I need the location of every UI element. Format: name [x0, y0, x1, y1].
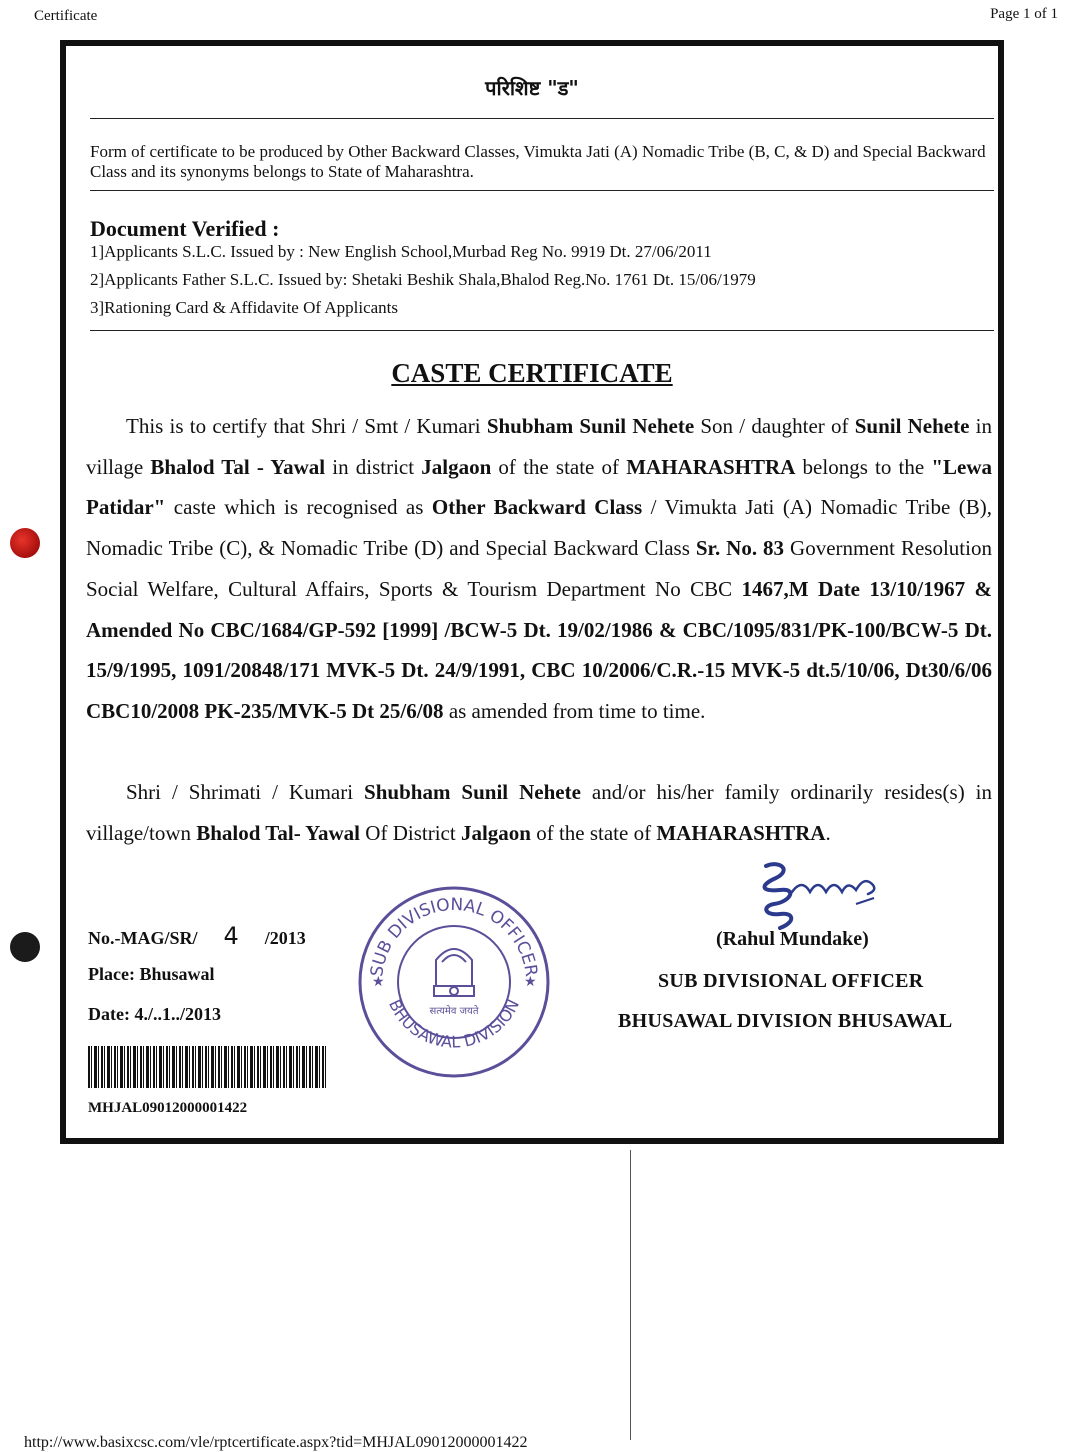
- punch-hole: [10, 932, 40, 962]
- divider: [90, 190, 994, 191]
- reference-value: 4: [223, 922, 239, 950]
- village: Bhalod Tal - Yawal: [150, 454, 326, 479]
- barcode: [88, 1046, 328, 1088]
- reference-number: [88, 922, 306, 950]
- seal-motto: सत्यमेव जयते: [429, 1006, 479, 1017]
- text: This is to certify that Shri / Smt / Kumari: [126, 414, 487, 438]
- barcode-id: MHJAL09012000001422: [88, 1100, 248, 1116]
- browser-title: Certificate: [34, 8, 98, 24]
- seal-top-text: SUB DIVISIONAL OFFICER: [367, 894, 541, 978]
- text: Of District: [360, 820, 461, 845]
- date-value: 4./..1../2013: [134, 1004, 221, 1024]
- certificate-paragraph-1: [86, 406, 992, 732]
- star-icon: ★: [524, 974, 537, 990]
- certificate-frame: [60, 40, 1004, 1144]
- text: in village: [86, 414, 993, 479]
- state: MAHARASHTRA: [626, 454, 796, 479]
- text: Son / daughter of: [694, 414, 855, 438]
- caste: "Lewa Patidar": [86, 454, 992, 520]
- signatory-name: (Rahul Mundake): [716, 928, 869, 950]
- serial-number: Sr. No. 83: [695, 536, 785, 561]
- place: Place: Bhusawal: [88, 964, 215, 984]
- footer-url: http://www.basixcsc.com/vle/rptcertificate.aspx?tid=MHJAL09012000001422: [24, 1434, 528, 1451]
- divider: [90, 330, 994, 331]
- document-item: 3]Rationing Card & Affidavite Of Applicants: [90, 298, 399, 317]
- applicant-name: Shubham Sunil Nehete: [486, 414, 695, 438]
- district: Jalgaon: [421, 454, 492, 479]
- text: caste which is recognised as: [165, 495, 432, 520]
- signatory-office: BHUSAWAL DIVISION BHUSAWAL: [618, 1010, 953, 1032]
- father-name: Sunil Nehete: [854, 414, 970, 438]
- text: / Vimukta Jati (A) Nomadic Tribe (B), Nomadic Tribe (C), & Nomadic Tribe (D) and Special Backward Class: [86, 495, 992, 561]
- government-resolution: 1467,M Date 13/10/1967 & Amended No CBC/1684/GP-592 [1999] /BCW-5 Dt. 19/02/1986 & CBC/1095/831/PK-100/BCW-5 Dt. 15/9/1995, 1091/20848/171 MVK-5 Dt. 24/9/1991, CBC 10/2006/C.R.-15 MVK-5 dt.5/10/06, Dt30/6/06 CBC10/2008 PK-235/MVK-5 Dt 25/6/08: [86, 576, 992, 723]
- text: of the state of: [491, 454, 627, 479]
- text: belongs to the: [795, 454, 932, 479]
- punch-hole-red: [10, 528, 40, 558]
- document-item: 2]Applicants Father S.L.C. Issued by: Shetaki Beshik Shala,Bhalod Reg.No. 1761 Dt. 15/06/1979: [90, 270, 756, 289]
- divider: [90, 118, 994, 119]
- page-number: Page 1 of 1: [990, 6, 1058, 22]
- text: of the state of: [530, 820, 657, 845]
- applicant-name: Shubham Sunil Nehete: [364, 780, 581, 804]
- certificate-paragraph-2: [86, 772, 992, 853]
- date-label: Date:: [88, 1004, 135, 1024]
- fold-line: [630, 1150, 631, 1440]
- text: as amended from time to time.: [443, 698, 706, 723]
- text: and/or his/her family ordinarily resides(s) in village/town: [86, 780, 993, 845]
- emblem-icon: [434, 949, 474, 996]
- reference-label: No.-MAG/SR/: [88, 928, 198, 948]
- appendix-heading: परिशिष्ट "ड": [485, 76, 579, 100]
- state: MAHARASHTRA: [656, 820, 826, 845]
- text: .: [825, 820, 831, 845]
- village: Bhalod Tal- Yawal: [196, 820, 361, 845]
- reference-year: /2013: [264, 928, 306, 948]
- text: in district: [325, 454, 422, 479]
- documents-title: Document Verified :: [90, 216, 280, 241]
- seal-bottom-text: BHUSAWAL DIVISION: [385, 996, 523, 1052]
- star-icon: ★: [372, 974, 385, 990]
- text: Government Resolution Social Welfare, Cultural Affairs, Sports & Tourism Department No CBC: [86, 536, 992, 601]
- signature: [736, 846, 896, 936]
- text: Shri / Shrimati / Kumari: [126, 780, 365, 804]
- form-note: Form of certificate to be produced by Other Backward Classes, Vimukta Jati (A) Nomadic Tribe (B, C, & D) and Special Backward Class and its synonyms belongs to State of Maharashtra.: [90, 142, 986, 181]
- category: Other Backward Class: [431, 495, 643, 520]
- date: [88, 1004, 221, 1025]
- district: Jalgaon: [460, 820, 531, 845]
- certificate-title: CASTE CERTIFICATE: [391, 358, 673, 388]
- signatory-designation: SUB DIVISIONAL OFFICER: [658, 970, 924, 992]
- official-seal: [354, 882, 554, 1082]
- document-item: 1]Applicants S.L.C. Issued by : New English School,Murbad Reg No. 9919 Dt. 27/06/2011: [90, 242, 712, 261]
